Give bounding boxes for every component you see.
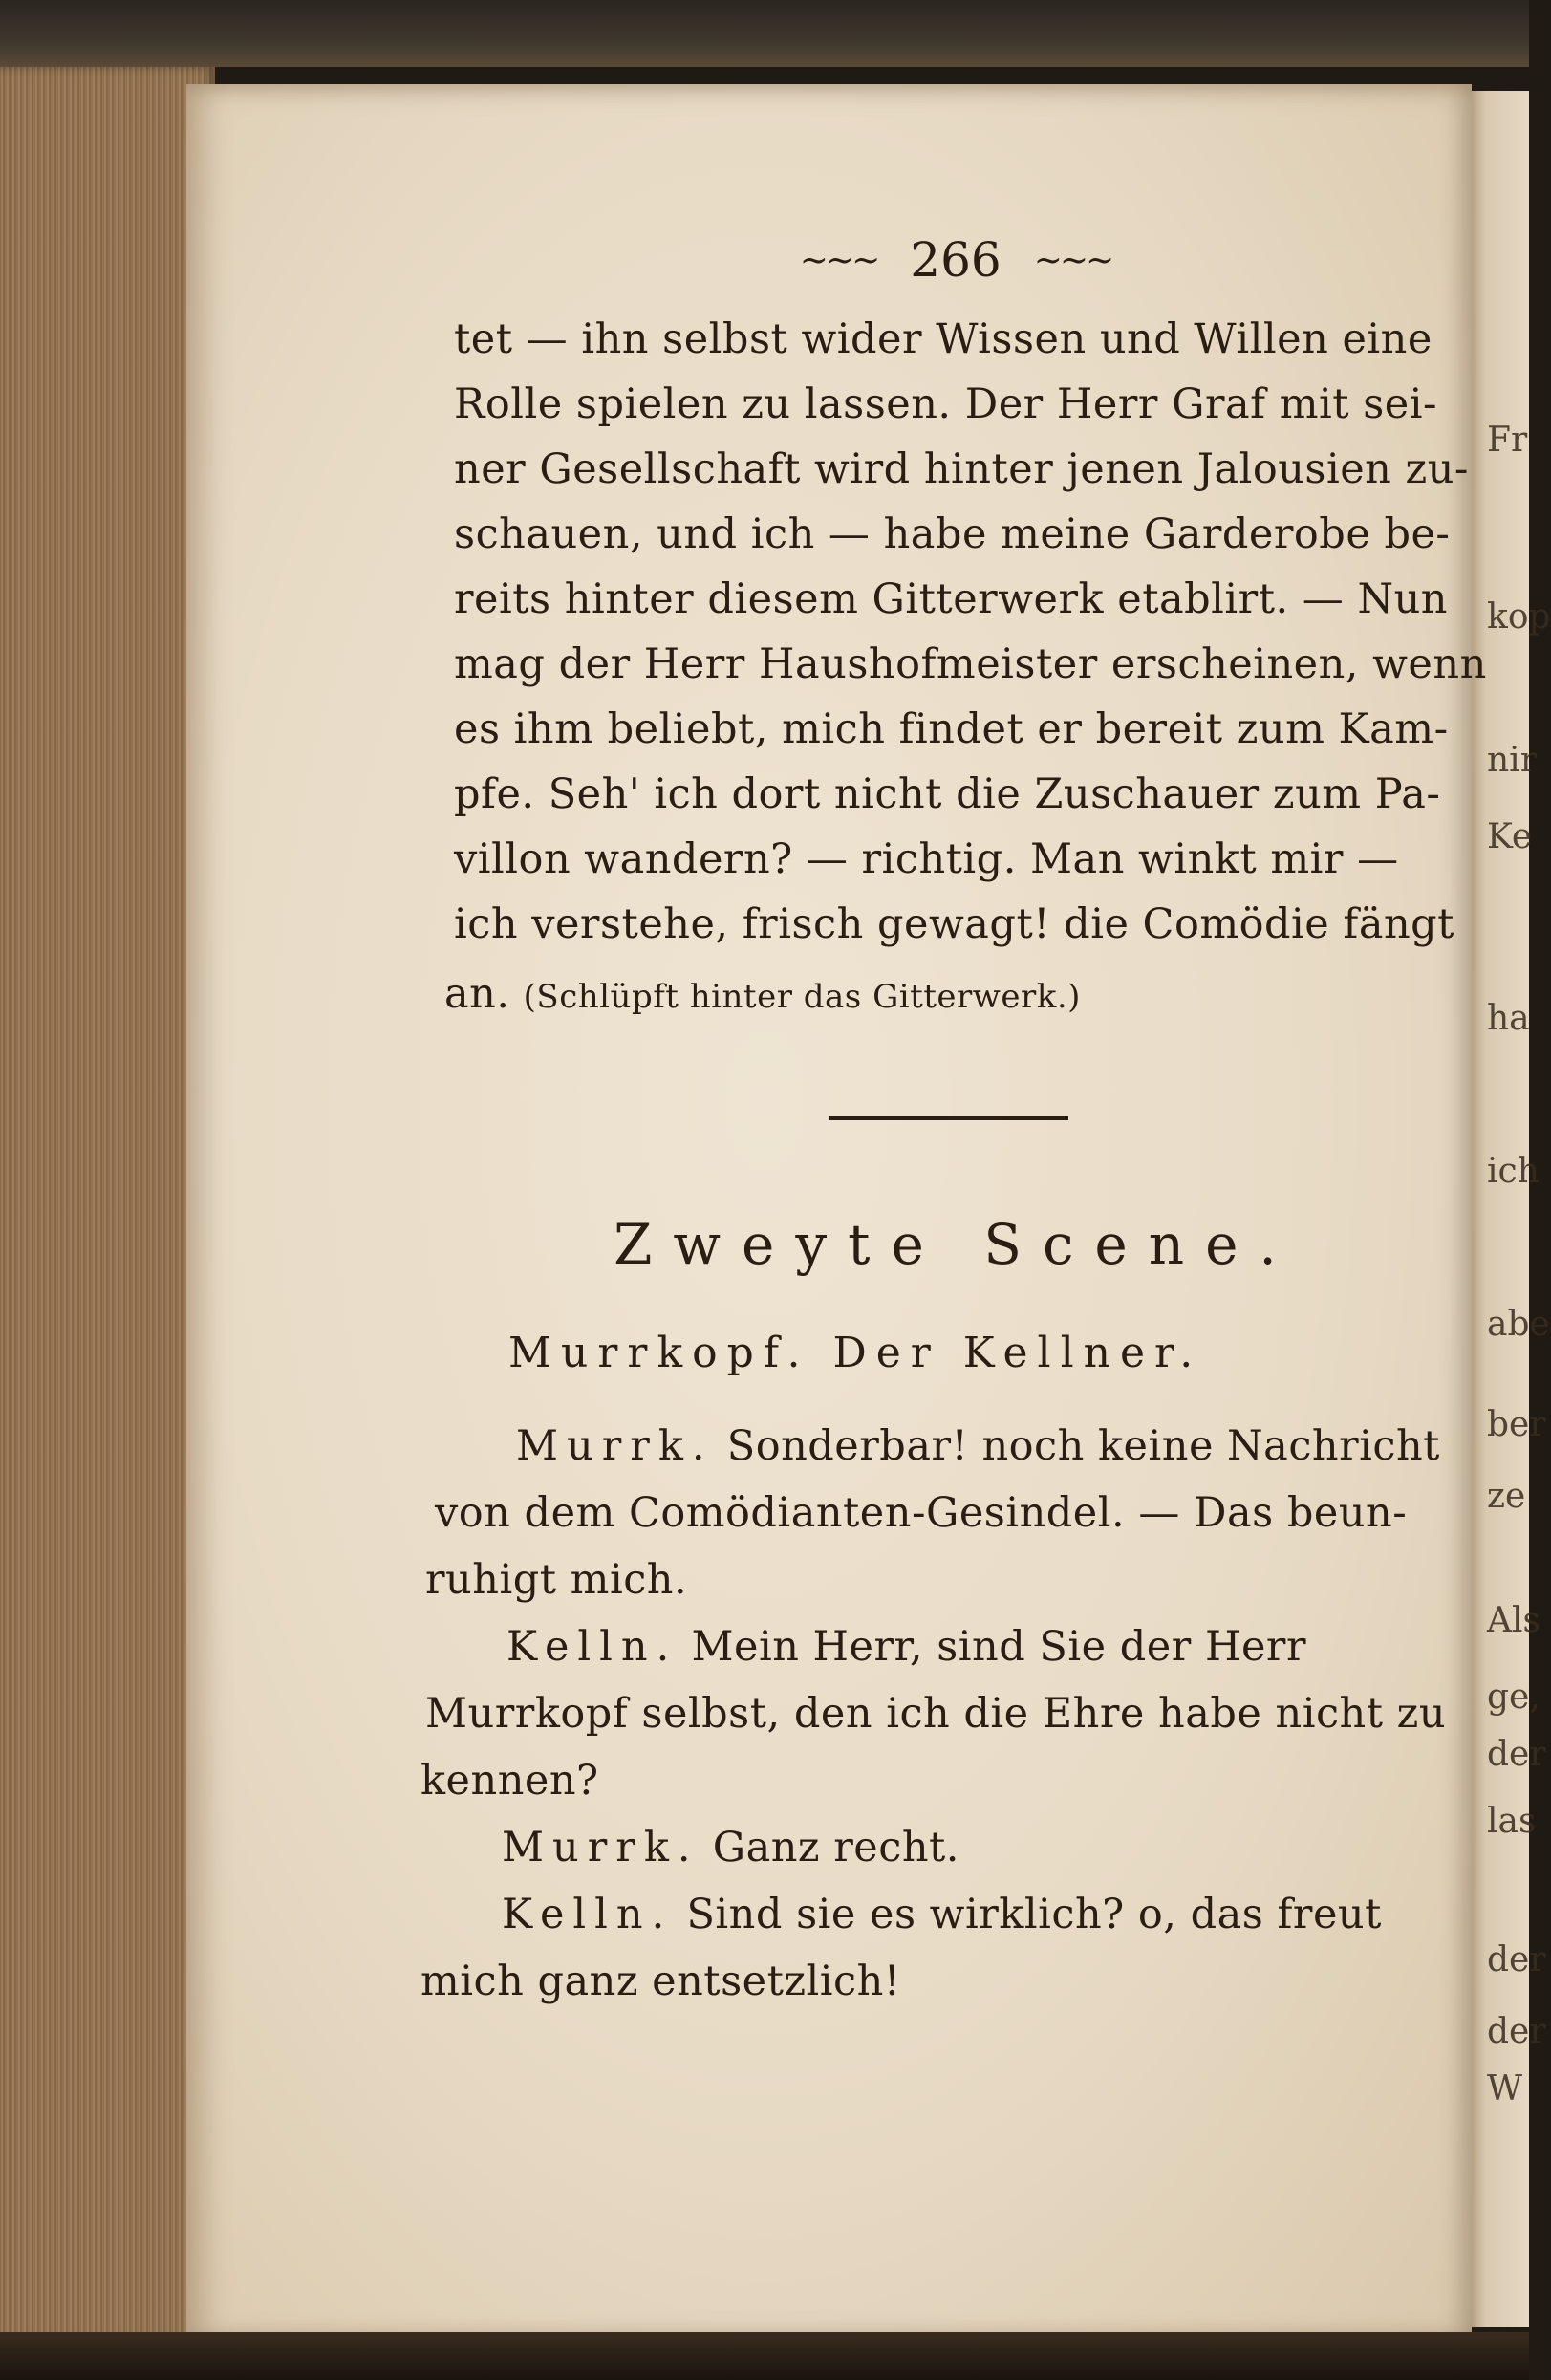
facing-page-fragment: Als xyxy=(1487,1601,1540,1640)
facing-page-fragment: der xyxy=(1487,1735,1546,1774)
facing-page-fragment: Fr xyxy=(1487,421,1528,460)
body-line-last xyxy=(444,970,1081,1018)
facing-page-fragment: ber xyxy=(1487,1405,1546,1444)
dialogue-line xyxy=(506,1623,1306,1671)
dialogue-text: Sind sie es wirklich? o, das freut xyxy=(686,1891,1382,1938)
body-line: schauen, und ich — habe meine Garderobe be- xyxy=(454,510,1451,558)
stage-direction: (Schlüpft hinter das Gitterwerk.) xyxy=(523,978,1081,1016)
body-line: Rolle spielen zu lassen. Der Herr Graf mit sei- xyxy=(454,380,1438,428)
body-line: tet — ihn selbst wider Wissen und Willen eine xyxy=(454,315,1433,363)
facing-page-fragment: der xyxy=(1487,1940,1546,1980)
book-binding-top xyxy=(0,0,1529,67)
facing-page-fragment: kop xyxy=(1487,597,1551,637)
facing-page-fragment: ze xyxy=(1487,1477,1526,1516)
scene-heading: Zweyte Scene. xyxy=(614,1212,1298,1277)
dialogue-line: ruhigt mich. xyxy=(425,1556,688,1604)
facing-page-fragment: ge, xyxy=(1487,1677,1540,1717)
speaker-name: Kelln. xyxy=(506,1623,679,1671)
facing-page-fragment: W xyxy=(1487,2069,1523,2109)
body-line: mag der Herr Haushofmeister erscheinen, wenn xyxy=(454,640,1487,688)
facing-page-fragment: Ke xyxy=(1487,817,1533,856)
body-line: villon wandern? — richtig. Man winkt mir — xyxy=(454,835,1399,883)
body-line: ner Gesellschaft wird hinter jenen Jalousien zu- xyxy=(454,445,1469,493)
body-line: reits hinter diesem Gitterwerk etablirt. — Nun xyxy=(454,575,1448,623)
dialogue-text: Ganz recht. xyxy=(712,1824,959,1872)
book-binding-bottom xyxy=(0,2332,1529,2380)
body-line-end: an. xyxy=(444,970,510,1018)
facing-page-fragment: ich xyxy=(1487,1152,1540,1191)
dialogue-line: mich ganz entsetzlich! xyxy=(420,1958,901,2005)
body-line: es ihm beliebt, mich findet er bereit zum Kam- xyxy=(454,705,1449,753)
dialogue-text: Mein Herr, sind Sie der Herr xyxy=(691,1623,1307,1671)
body-line: ich verstehe, frisch gewagt! die Comödie fängt xyxy=(454,900,1454,948)
speaker-name: Murrk. xyxy=(516,1422,714,1470)
speaker-name: Murrk. xyxy=(502,1824,700,1872)
dialogue-line xyxy=(502,1891,1382,1938)
facing-page-fragment: nir xyxy=(1487,741,1537,780)
header-ornament-right: ~~~ xyxy=(1033,240,1112,280)
dialogue-line xyxy=(516,1422,1440,1470)
dialogue-text: Sonderbar! noch keine Nachricht xyxy=(726,1422,1440,1470)
cast-line: Murrkopf. Der Kellner. xyxy=(508,1329,1203,1377)
body-line: pfe. Seh' ich dort nicht die Zuschauer zum Pa- xyxy=(454,770,1441,818)
facing-page-fragment: las xyxy=(1487,1802,1537,1841)
facing-page-fragment: ha xyxy=(1487,999,1530,1038)
dialogue-line: von dem Comödianten-Gesindel. — Das beun- xyxy=(435,1489,1408,1537)
dialogue-line: Murrkopf selbst, den ich die Ehre habe nicht zu xyxy=(425,1690,1447,1738)
header-ornament-left: ~~~ xyxy=(799,240,878,280)
facing-page-fragment: abe xyxy=(1487,1305,1550,1344)
page-header xyxy=(765,231,1147,289)
facing-page-fragment: der xyxy=(1487,2012,1546,2051)
dialogue-line: kennen? xyxy=(420,1757,599,1805)
section-divider xyxy=(829,1116,1068,1120)
page-edges xyxy=(0,67,215,2342)
speaker-name: Kelln. xyxy=(502,1891,674,1938)
facing-page-edge xyxy=(1462,91,1551,2327)
page-number: 266 xyxy=(910,232,1002,288)
dialogue-line xyxy=(502,1824,959,1872)
